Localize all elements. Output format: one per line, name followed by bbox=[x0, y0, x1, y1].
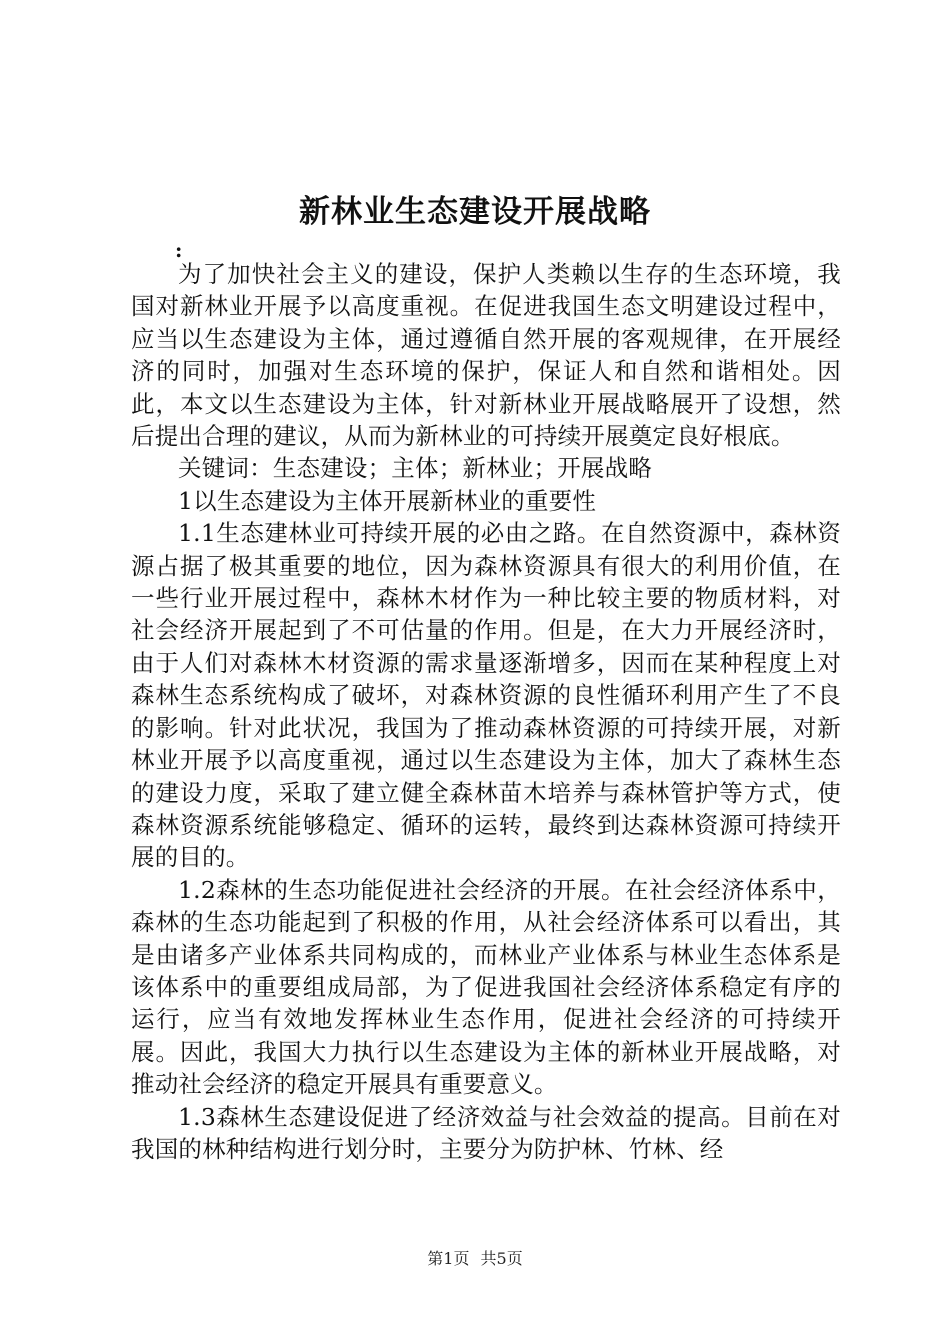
abstract-paragraph: 为了加快社会主义的建设，保护人类赖以生存的生态环境，我国对新林业开展予以高度重视。在促进我国生态文明建设过程中，应当以生态建设为主体，通过遵循自然开展的客观规律，在开展经济的同时，加强对生态环境的保护，保证人和自然和谐相处。因此，本文以生态建设为主体，针对新林业开展战略展开了设想，然后提出合理的建议，从而为新林业的可持续开展奠定良好根底。 bbox=[131, 260, 841, 451]
body-paragraph: 1.3森林生态建设促进了经济效益与社会效益的提高。目前在对我国的林种结构进行划分时，主要分为防护林、竹林、经 bbox=[131, 1102, 841, 1163]
document-title: 新林业生态建设开展战略 bbox=[299, 194, 651, 230]
body-paragraph: 1.1生态建林业可持续开展的必由之路。在自然资源中，森林资源占据了极其重要的地位，因为森林资源具有很大的利用价值，在一些行业开展过程中，森林木材作为一种比较主要的物质材料，对社会经济开展起到了不可估量的作用。但是，在大力开展经济时，由于人们对森林木材资源的需求量逐渐增多，因而在某种程度上对森林生态系统构成了破坏，对森林资源的良性循环利用产生了不良的影响。针对此状况，我国为了推动森林资源的可持续开展，对新林业开展予以高度重视，通过以生态建设为主体，加大了森林生态的建设力度，采取了建立健全森林苗木培养与森林管护等方式，使森林资源系统能够稳定、循环的运转，最终到达森林资源可持续开展的目的。 bbox=[131, 519, 841, 872]
page-number: 第1页 bbox=[427, 1249, 470, 1268]
body-paragraph: 1.2森林的生态功能促进社会经济的开展。在社会经济体系中，森林的生态功能起到了积极的作用，从社会经济体系可以看出，其是由诸多产业体系共同构成的，而林业产业体系与林业生态体系是该体系中的重要组成局部，为了促进我国社会经济体系稳定有序的运行，应当有效地发挥林业生态作用，促进社会经济的可持续开展。因此，我国大力执行以生态建设为主体的新林业开展战略，对推动社会经济的稳定开展具有重要意义。 bbox=[131, 875, 841, 1099]
section-heading: 1以生态建设为主体开展新林业的重要性 bbox=[178, 486, 597, 515]
abstract-colon: : bbox=[175, 238, 183, 262]
page-total: 共5页 bbox=[480, 1249, 523, 1268]
page-footer bbox=[0, 1246, 950, 1269]
document-body bbox=[131, 258, 841, 1165]
keywords-line: 关键词：生态建设；主体；新林业；开展战略 bbox=[178, 454, 652, 483]
